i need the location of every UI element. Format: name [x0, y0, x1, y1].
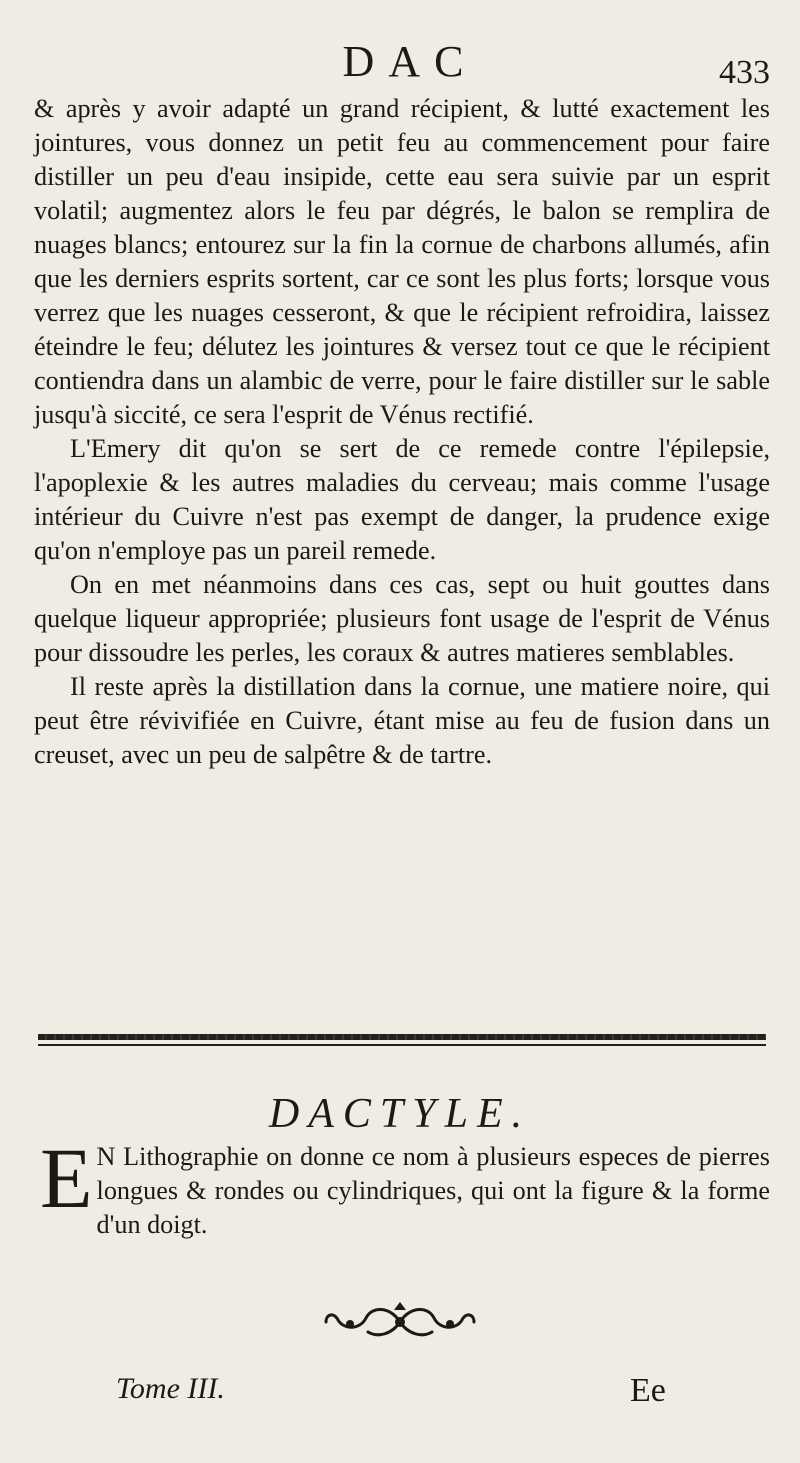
entry-heading: DACTYLE.	[268, 1091, 532, 1137]
entry-body: Lithographie on donne ce nom à plusieurs especes de pierres longues & rondes ou cylindriques, qui ont la figure & la forme d'un doigt.	[96, 1142, 770, 1239]
fleuron-ornament-icon	[320, 1300, 480, 1344]
body-text	[34, 92, 770, 772]
drop-cap: E	[40, 1130, 93, 1226]
drop-cap-continuation: N	[96, 1142, 116, 1171]
running-title: DAC	[342, 37, 478, 86]
signature-line: Tome III.	[116, 1372, 225, 1405]
signature-mark: Ee	[630, 1372, 666, 1409]
paragraph-1: & après y avoir adapté un grand récipient, & lutté exactement les jointures, vous donnez un petit feu au commencement pour faire distiller un peu d'eau insipide, cette eau sera suivie par un esprit volatil; augmentez alors le feu par dégrés, le balon se remplira de nuages blancs; entourez sur la fin la cornue de charbons allumés, afin que les derniers esprits sortent, car ce sont les plus forts; lorsque vous verrez que les nuages cesseront, & que le récipient refroidira, laissez éteindre le feu; délutez les jointures & versez tout ce que le récipient contiendra dans un alambic de verre, pour le faire distiller sur le sable jusqu'à siccité, ce sera l'esprit de Vénus rectifié.	[34, 94, 770, 429]
entry-text	[40, 1130, 770, 1242]
paragraph-3: On en met néanmoins dans ces cas, sept ou huit gouttes dans quelque liqueur appropriée; plusieurs font usage de l'esprit de Vénus pour dissoudre les perles, les coraux & autres matieres semblables.	[34, 570, 770, 667]
running-head	[0, 36, 800, 96]
divider-thick-line	[38, 1034, 766, 1040]
section-divider	[38, 1032, 766, 1050]
page-number: 433	[719, 54, 770, 91]
paragraph-2: L'Emery dit qu'on se sert de ce remede contre l'épilepsie, l'apoplexie & les autres maladies du cerveau; mais comme l'usage intérieur du Cuivre n'est pas exempt de danger, la prudence exige qu'on n'employe pas un pareil remede.	[34, 434, 770, 565]
divider-thin-line	[38, 1044, 766, 1046]
paragraph-4: Il reste après la distillation dans la cornue, une matiere noire, qui peut être révivifiée en Cuivre, étant mise au feu de fusion dans un creuset, avec un peu de salpêtre & de tartre.	[34, 672, 770, 769]
